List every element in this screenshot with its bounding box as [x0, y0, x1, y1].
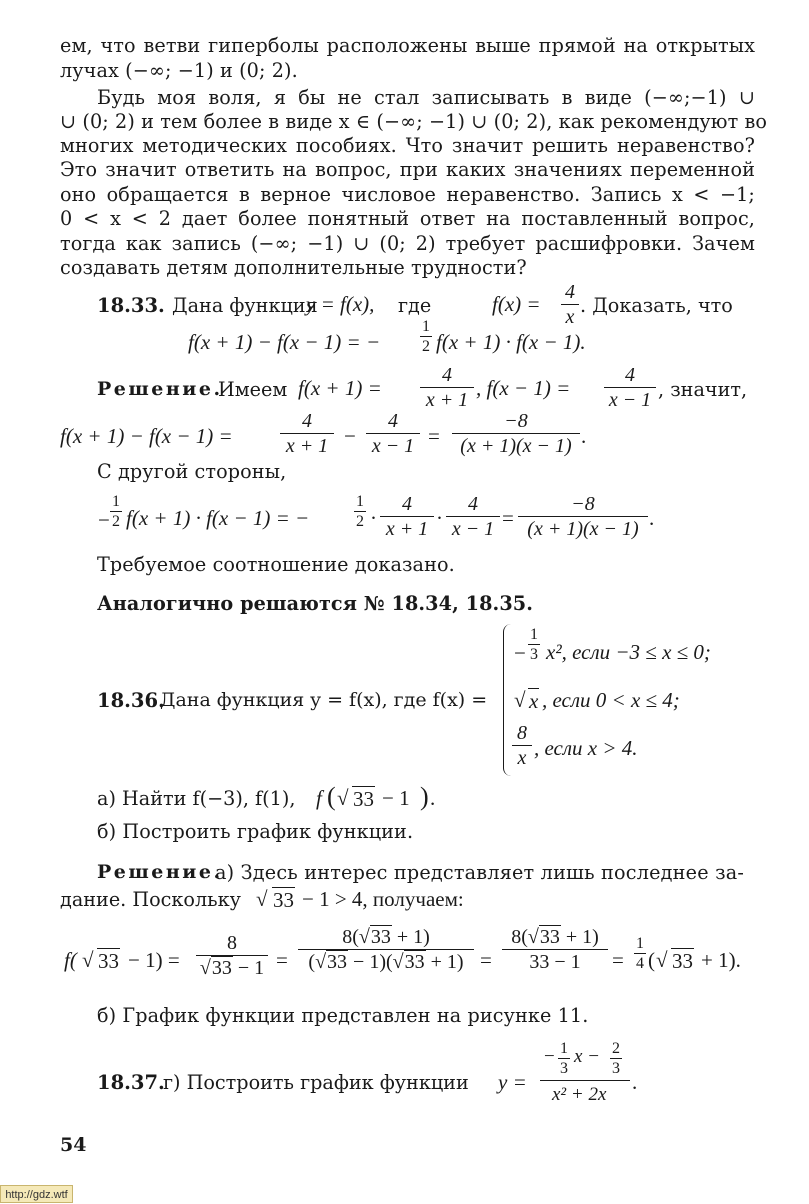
- formula: 33: [672, 949, 693, 973]
- fraction: −8 (x + 1)(x − 1): [518, 493, 648, 540]
- sqrt-sign: √: [337, 786, 349, 810]
- fraction: 1 2: [422, 318, 430, 355]
- paren: (: [327, 782, 336, 811]
- text-line: создавать детям дополнительные трудности?: [60, 256, 527, 279]
- formula: 33: [353, 787, 374, 811]
- operator: =: [428, 424, 440, 448]
- fraction-numerator: [540, 1040, 630, 1076]
- formula: f(x + 1) · f(x − 1) = −: [126, 506, 310, 530]
- formula: x², если −3 ≤ x ≤ 0;: [546, 640, 711, 664]
- problem-text: Дана функция y = f(x), где f(x) =: [160, 689, 488, 711]
- fraction: 1 2: [112, 493, 120, 530]
- text-line: Требуемое соотношение доказано.: [97, 553, 455, 576]
- formula: 33: [98, 949, 119, 973]
- formula: f(x + 1) =: [298, 376, 382, 400]
- solution-text: , значит,: [658, 378, 748, 401]
- fraction: 4 x − 1: [366, 410, 420, 457]
- text-line: лучах (−∞; −1) и (0; 2).: [60, 59, 298, 82]
- fraction: 4 x: [561, 281, 579, 328]
- formula: − 1: [382, 786, 410, 810]
- watermark-link[interactable]: http://gdz.wtf: [0, 1185, 73, 1203]
- problem-number: 18.36.: [97, 689, 165, 712]
- formula: 33: [273, 888, 294, 912]
- operator: −: [544, 1046, 555, 1067]
- solution-label: Решение.: [97, 378, 223, 400]
- fraction: 8(√33 + 1) 33 − 1: [502, 926, 608, 973]
- sqrt-sign: √: [656, 948, 668, 972]
- formula: f(x + 1) · f(x − 1).: [436, 330, 586, 354]
- fraction: 4 x − 1: [446, 493, 500, 540]
- formula: + 1).: [701, 948, 741, 972]
- fraction: 2 3: [612, 1040, 620, 1077]
- sqrt-sign: √: [82, 948, 94, 972]
- text-line: многих методических пособиях. Что значит решить неравенство?: [60, 134, 755, 157]
- text-line: б) Построить график функции.: [97, 820, 414, 843]
- formula: f(: [64, 948, 77, 972]
- operator: =: [612, 948, 624, 972]
- task-item: а) Найти f(−3), f(1),: [97, 787, 296, 810]
- formula: , если x > 4.: [534, 736, 638, 760]
- operator: ·: [436, 506, 443, 530]
- formula: x: [529, 689, 539, 713]
- paren: ): [420, 782, 429, 811]
- fraction: 4 x + 1: [280, 410, 334, 457]
- formula: − 1 > 4, получаем:: [302, 887, 464, 911]
- formula: f(x) =: [492, 292, 541, 316]
- text-line: Аналогично решаются № 18.34, 18.35.: [97, 592, 534, 615]
- problem-text: . Доказать, что: [580, 294, 733, 317]
- fraction: 4 x − 1: [604, 364, 656, 411]
- problem-text: где: [398, 294, 432, 317]
- operator: ·: [370, 506, 377, 530]
- fraction: 1 3: [530, 626, 538, 663]
- formula: − 1) =: [128, 948, 180, 972]
- text-line: ∪ (0; 2) и тем более в виде x ∈ (−∞; −1) ∪ (0; 2), как рекомендуют во: [60, 110, 768, 133]
- punctuation: .: [581, 424, 587, 448]
- text-line: 0 < x < 2 дает более понятный ответ на поставленный вопрос,: [60, 207, 755, 230]
- operator: =: [276, 948, 288, 972]
- sqrt-sign: √: [256, 887, 268, 911]
- operator: =: [502, 506, 514, 530]
- problem-number: 18.37.: [97, 1071, 165, 1094]
- formula: y = f(x),: [306, 292, 375, 316]
- text-line: оно обращается в верное числовое неравенство. Запись x < −1;: [60, 183, 755, 206]
- fraction: 1 3: [560, 1040, 568, 1077]
- problem-text: Дана функция: [172, 294, 318, 317]
- solution-text: Имеем: [218, 378, 288, 401]
- operator: −: [514, 641, 526, 665]
- punctuation: .: [430, 786, 436, 810]
- formula: , f(x − 1) =: [476, 376, 571, 400]
- punctuation: .: [632, 1070, 638, 1094]
- sqrt-sign: √: [514, 688, 526, 712]
- formula: (: [648, 948, 655, 972]
- page-number: 54: [60, 1134, 87, 1156]
- problem-text: г) Построить график функции: [163, 1071, 469, 1094]
- text-line: Это значит ответить на вопрос, при каких значениях переменной: [60, 158, 755, 181]
- formula: f(x + 1) − f(x − 1) = −: [188, 330, 381, 354]
- solution-text: дание. Поскольку: [60, 888, 241, 911]
- fraction: 1 2: [356, 493, 364, 530]
- fraction: 8 x: [512, 722, 532, 769]
- fraction-bar: [540, 1080, 630, 1081]
- text-line: Будь моя воля, я бы не стал записывать в виде (−∞;−1) ∪: [97, 86, 755, 109]
- text-line: С другой стороны,: [97, 460, 287, 483]
- solution-label: Решение.: [97, 861, 223, 883]
- punctuation: .: [649, 506, 655, 530]
- fraction: 8(√33 + 1) (√33 − 1)(√33 + 1): [298, 926, 474, 973]
- formula: f: [316, 786, 322, 810]
- formula: x −: [574, 1046, 601, 1067]
- operator: =: [480, 948, 492, 972]
- operator: −: [98, 508, 110, 532]
- solution-text: а) Здесь интерес представляет лишь последнее за-: [215, 861, 745, 884]
- formula: , если 0 < x ≤ 4;: [542, 688, 680, 712]
- operator: −: [344, 424, 356, 448]
- problem-number: 18.33.: [97, 294, 165, 317]
- fraction: −8 (x + 1)(x − 1): [452, 410, 580, 457]
- fraction: 4 x + 1: [420, 364, 474, 411]
- fraction: 8 √33 − 1: [196, 932, 268, 979]
- fraction: 1 4: [636, 935, 644, 972]
- fraction: 4 x + 1: [380, 493, 434, 540]
- formula: y =: [498, 1070, 527, 1094]
- text-line: б) График функции представлен на рисунке 11.: [97, 1004, 589, 1027]
- formula: f(x + 1) − f(x − 1) =: [60, 424, 233, 448]
- text-line: ем, что ветви гиперболы расположены выше прямой на открытых: [60, 34, 755, 57]
- formula: x² + 2x: [552, 1084, 607, 1105]
- text-line: тогда как запись (−∞; −1) ∪ (0; 2) требует расшифровки. Зачем: [60, 232, 755, 255]
